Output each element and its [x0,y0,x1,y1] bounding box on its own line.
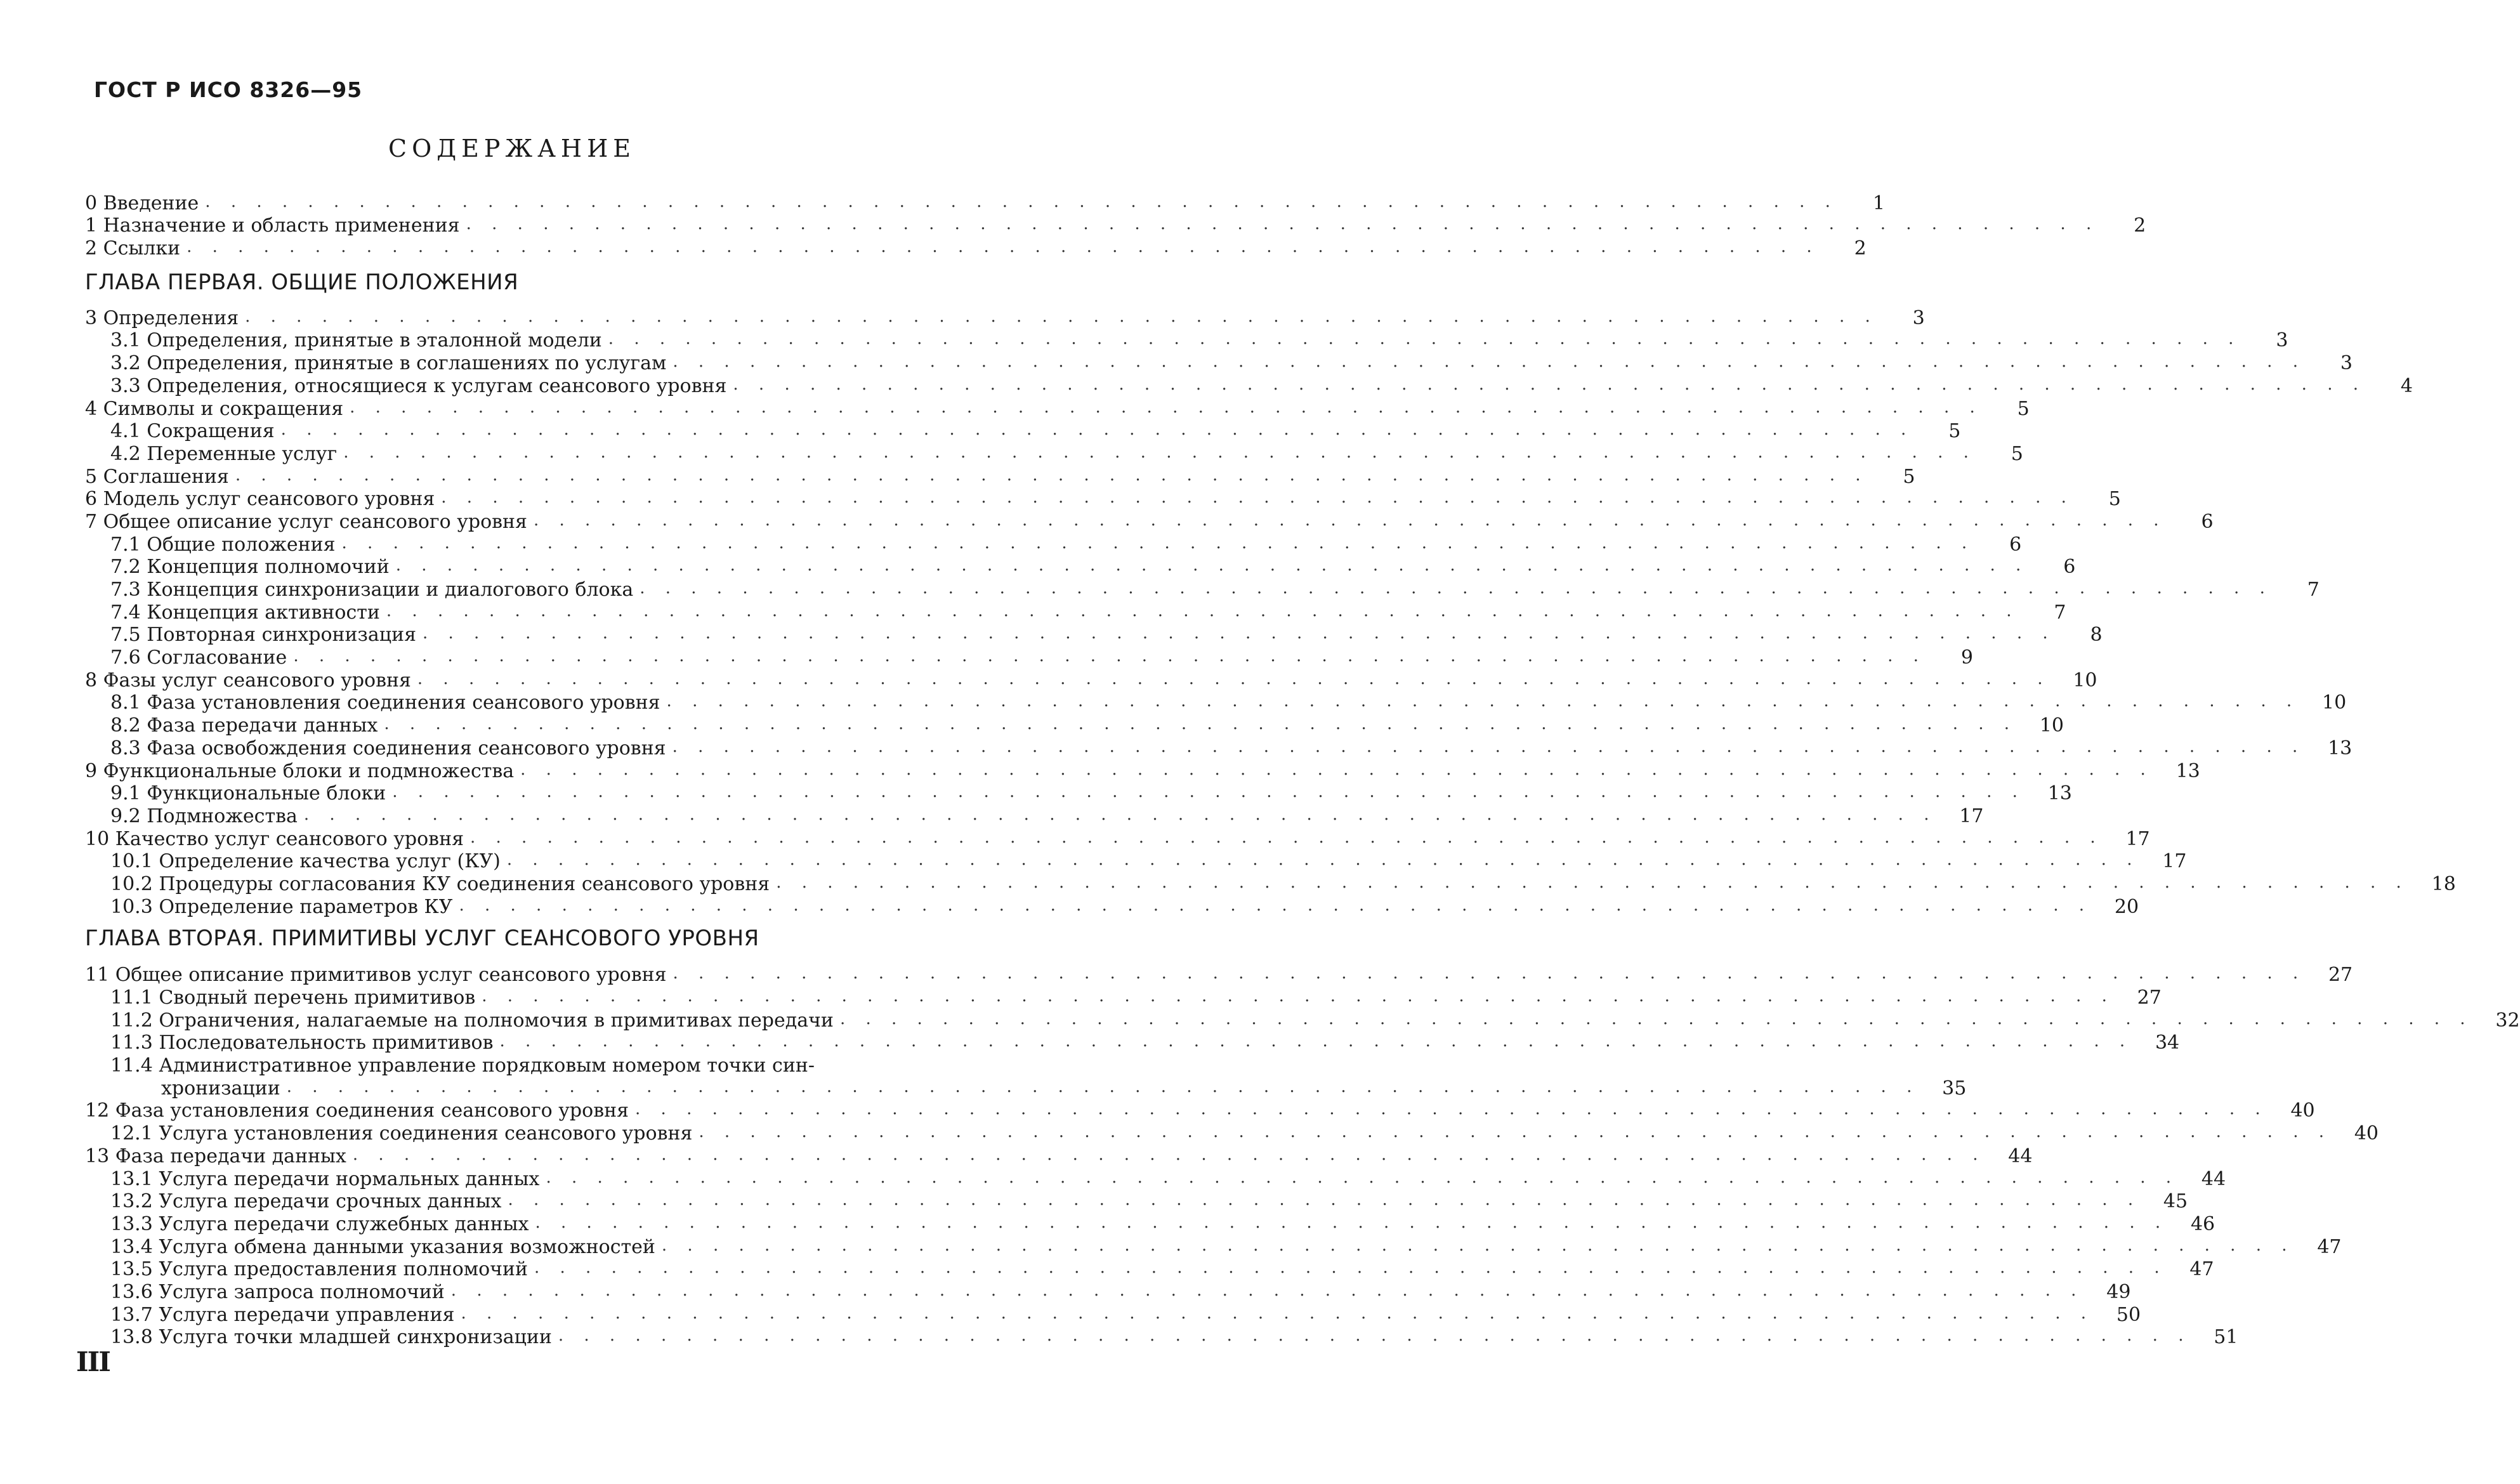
toc-entry [85,1167,2226,1190]
toc-entry [85,1280,2131,1303]
toc-entry-title: 11 Общее описание примитивов услуг сеансового уровня [85,964,667,987]
toc-entry-title: 2 Ссылки [85,237,181,260]
toc-dot-leader: . . . . . . . . . . . . . . . . . . . . . . . . . . . . . . . . . . . . . . . . . . . . . . . . . . . . . . . . . . . . . . . . [286,1077,1920,1096]
toc-entry [85,1100,2315,1122]
toc-entry-title: 10.2 Процедуры согласования КУ соединения сеансового уровня [110,872,770,895]
toc-page-number: 8 [2090,624,2103,647]
toc-page-number: 2 [2134,214,2146,237]
toc-dot-leader: . . . . . . . . . . . . . . . . . . . . . . . . . . . . . . . . . . . . . . . . . . . . . . . . . . . . . . . . . . . . . . . . [661,1235,2295,1255]
toc-entry-title: 3.1 Определения, принятые в эталонной модели [110,329,602,352]
toc-entry-title: 13 Фаза передачи данных [85,1145,346,1167]
toc-dot-leader: . . . . . . . . . . . . . . . . . . . . . . . . . . . . . . . . . . . . . . . . . . . . . . . . . . . . . . . . . . . . . . . . [558,1326,2191,1346]
toc-dot-leader: . . . . . . . . . . . . . . . . . . . . . . . . . . . . . . . . . . . . . . . . . . . . . . . . . . . . . . . . . . . . . . . . [499,1032,2133,1051]
toc-entry-title: 3 Определения [85,306,239,329]
toc-entry-title: 13.5 Услуга предоставления полномочий [110,1258,528,1281]
intro-entries [85,192,2146,260]
toc-entry-title: 6 Модель услуг сеансового уровня [85,488,435,511]
toc-page-number: 13 [2175,759,2200,782]
toc-entry [85,214,2146,237]
toc-entry [85,692,2347,714]
toc-page-number: 10 [2039,714,2064,737]
toc-dot-leader: . . . . . . . . . . . . . . . . . . . . . . . . . . . . . . . . . . . . . . . . . . . . . . . . . . . . . . . . . . . . . . . . [350,397,1983,417]
toc-page-number: 46 [2190,1212,2215,1235]
toc-entry-title: 13.4 Услуга обмена данными указания возможностей [110,1235,655,1258]
table-of-contents [85,192,2520,1349]
toc-dot-leader: . . . . . . . . . . . . . . . . . . . . . . . . . . . . . . . . . . . . . . . . . . . . . . . . . . . . . . . . . . . . . . . . [520,759,2153,779]
toc-page-number: 10 [2073,669,2097,692]
toc-page-number: 3 [1912,306,1925,329]
toc-entry [85,1212,2215,1235]
toc-entry [85,397,2030,420]
toc-entry [85,192,1885,214]
toc-entry [85,329,2288,352]
toc-dot-leader: . . . . . . . . . . . . . . . . . . . . . . . . . . . . . . . . . . . . . . . . . . . . . . . . . . . . . . . . . . . . . . . . [776,872,2409,892]
toc-entry-title: 13.6 Услуга запроса полномочий [110,1280,445,1303]
toc-title: СОДЕРЖАНИЕ [388,135,636,162]
toc-entry [85,872,2456,895]
toc-entry-title: 4.2 Переменные услуг [110,442,338,465]
toc-entry-title: 13.8 Услуга точки младшей синхронизации [110,1326,552,1349]
toc-entry [85,237,1867,260]
toc-page-number: 51 [2214,1326,2238,1349]
toc-entry [85,1054,945,1077]
toc-page-number: 47 [2189,1258,2214,1281]
toc-entry [85,578,2320,601]
toc-entry [85,1303,2141,1326]
toc-entry [85,1032,2180,1054]
toc-page-number: 7 [2307,579,2320,601]
toc-page-number: 27 [2328,964,2353,987]
toc-page-number: 4 [2400,374,2413,397]
toc-dot-leader: . . . . . . . . . . . . . . . . . . . . . . . . . . . . . . . . . . . . . . . . . . . . . . . . . . . . . . . . . . . . . . . . [341,533,1975,553]
toc-entry [85,1258,2214,1281]
toc-entry [85,1077,1967,1100]
chapter-2-heading: ГЛАВА ВТОРАЯ. ПРИМИТИВЫ УСЛУГ СЕАНСОВОГО УРОВНЯ [85,925,759,951]
chapter-1-entries [85,306,2456,918]
toc-entry [85,510,2214,533]
toc-entry-title: 12.1 Услуга установления соединения сеансового уровня [110,1122,693,1145]
toc-dot-leader: . . . . . . . . . . . . . . . . . . . . . . . . . . . . . . . . . . . . . . . . . . . . . . . . . . . . . . . . . . . . . . . . [235,465,1868,485]
toc-dot-leader: . . . . . . . . . . . . . . . . . . . . . . . . . . . . . . . . . . . . . . . . . . . . . . . . . . . . . . . . . . . . . . . . [459,895,2092,915]
toc-page-number: 20 [2114,895,2139,918]
toc-page-number: 27 [2137,987,2162,1009]
toc-entry-title: 7.5 Повторная синхронизация [110,624,416,647]
toc-dot-leader: . . . . . . . . . . . . . . . . . . . . . . . . . . . . . . . . . . . . . . . . . . . . . . . . . . . . . . . . . . . . . . . . [466,214,2099,234]
toc-page-number: 3 [2340,352,2353,375]
toc-entry-title: 4 Символы и сокращения [85,397,344,420]
toc-entry-title: 8.1 Фаза установления соединения сеансового уровня [110,692,660,714]
toc-page-number: 10 [2321,692,2347,714]
toc-page-number: 5 [1903,465,1915,488]
toc-entry-title: 11.3 Последовательность примитивов [110,1032,494,1054]
toc-entry-title: 7.3 Концепция синхронизации и диалогового блока [110,579,634,601]
toc-dot-leader: . . . . . . . . . . . . . . . . . . . . . . . . . . . . . . . . . . . . . . . . . . . . . . . . . . . . . . . . . . . . . . . . [386,601,2019,621]
toc-dot-leader: . . . . . . . . . . . . . . . . . . . . . . . . . . . . . . . . . . . . . . . . . . . . . . . . . . . . . . . . . . . . . . . . [733,374,2366,394]
toc-entry [85,488,2121,511]
toc-page-number: 35 [1942,1077,1967,1100]
toc-entry-title: хронизации [161,1077,280,1100]
chapter-1-heading: ГЛАВА ПЕРВАЯ. ОБЩИЕ ПОЛОЖЕНИЯ [85,270,519,296]
toc-page-number: 5 [1948,420,1961,443]
toc-entry [85,1326,2238,1349]
toc-entry-title: 7.6 Согласование [110,647,287,669]
toc-entry [85,850,2187,873]
toc-page-number: 40 [2290,1100,2315,1122]
toc-entry [85,374,2413,397]
toc-dot-leader: . . . . . . . . . . . . . . . . . . . . . . . . . . . . . . . . . . . . . . . . . . . . . . . . . . . . . . . . . . . . . . . . [395,556,2029,575]
toc-page-number: 44 [2008,1145,2033,1167]
toc-entry-title: 9.1 Функциональные блоки [110,782,386,805]
toc-page-number: 5 [2017,397,2030,420]
toc-dot-leader: . . . . . . . . . . . . . . . . . . . . . . . . . . . . . . . . . . . . . . . . . . . . . . . . . . . . . . . . . . . . . . . . [699,1122,2332,1142]
toc-dot-leader: . . . . . . . . . . . . . . . . . . . . . . . . . . . . . . . . . . . . . . . . . . . . . . . . . . . . . . . . . . . . . . . . [392,782,2025,802]
toc-dot-leader: . . . . . . . . . . . . . . . . . . . . . . . . . . . . . . . . . . . . . . . . . . . . . . . . . . . . . . . . . . . . . . . . [482,987,2115,1006]
toc-dot-leader: . . . . . . . . . . . . . . . . . . . . . . . . . . . . . . . . . . . . . . . . . . . . . . . . . . . . . . . . . . . . . . . . [546,1167,2179,1187]
toc-entry [85,964,2353,987]
toc-dot-leader: . . . . . . . . . . . . . . . . . . . . . . . . . . . . . . . . . . . . . . . . . . . . . . . . . . . . . . . . . . . . . . . . [293,647,1926,666]
toc-page-number: 2 [1854,237,1867,260]
toc-entry-title: 11.2 Ограничения, налагаемые на полномочия в примитивах передачи [110,1009,834,1032]
toc-dot-leader: . . . . . . . . . . . . . . . . . . . . . . . . . . . . . . . . . . . . . . . . . . . . . . . . . . . . . . . . . . . . . . . . [839,1009,2473,1028]
toc-entry-title: 13.7 Услуга передачи управления [110,1303,455,1326]
toc-dot-leader: . . . . . . . . . . . . . . . . . . . . . . . . . . . . . . . . . . . . . . . . . . . . . . . . . . . . . . . . . . . . . . . . [672,737,2306,756]
toc-page-number: 6 [2201,510,2214,533]
toc-entry [85,442,2023,465]
toc-page-number: 47 [2317,1235,2342,1258]
toc-entry [85,624,2103,647]
toc-entry [85,1190,2188,1213]
toc-entry [85,804,1984,827]
toc-page-number: 3 [2276,329,2288,352]
toc-page-number: 17 [2162,850,2187,873]
toc-entry-title: 7.4 Концепция активности [110,601,380,624]
toc-dot-leader: . . . . . . . . . . . . . . . . . . . . . . . . . . . . . . . . . . . . . . . . . . . . . . . . . . . . . . . . . . . . . . . . [608,329,2241,349]
toc-page-number: 45 [2163,1190,2188,1213]
toc-page-number: 34 [2155,1032,2180,1054]
toc-page-number: 5 [2108,488,2121,511]
toc-page-number: 13 [2047,782,2072,805]
toc-entry [85,1235,2342,1258]
toc-dot-leader: . . . . . . . . . . . . . . . . . . . . . . . . . . . . . . . . . . . . . . . . . . . . . . . . . . . . . . . . . . . . . . . . [384,714,2018,734]
toc-dot-leader: . . . . . . . . . . . . . . . . . . . . . . . . . . . . . . . . . . . . . . . . . . . . . . . . . . . . . . . . . . . . . . . . [280,420,1914,440]
toc-entry-title: 10 Качество услуг сеансового уровня [85,827,464,850]
toc-page-number: 9 [1960,647,1973,669]
toc-dot-leader: . . . . . . . . . . . . . . . . . . . . . . . . . . . . . . . . . . . . . . . . . . . . . . . . . . . . . . . . . . . . . . . . [508,1190,2141,1210]
document-header: ГОСТ Р ИСО 8326—95 [94,77,363,102]
toc-page-number: 40 [2354,1122,2379,1145]
toc-entry-title: 4.1 Сокращения [110,420,275,443]
toc-dot-leader: . . . . . . . . . . . . . . . . . . . . . . . . . . . . . . . . . . . . . . . . . . . . . . . . . . . . . . . . . . . . . . . . [352,1145,1986,1164]
toc-entry [85,465,1915,488]
toc-entry [85,601,2066,624]
toc-entry [85,1122,2379,1145]
toc-entry [85,737,2353,759]
toc-entry-title: 13.2 Услуга передачи срочных данных [110,1190,502,1213]
toc-entry [85,782,2072,805]
toc-dot-leader: . . . . . . . . . . . . . . . . . . . . . . . . . . . . . . . . . . . . . . . . . . . . . . . . . . . . . . . . . . . . . . . . [534,1258,2167,1278]
toc-entry-title: 7.1 Общие положения [110,533,336,556]
toc-entry-title: 8 Фазы услуг сеансового уровня [85,669,411,692]
toc-entry [85,1145,2033,1167]
toc-page-number: 6 [2063,556,2076,579]
toc-page-number: 17 [2125,827,2150,850]
toc-entry-title: 1 Назначение и область применения [85,214,460,237]
toc-entry-title: 10.1 Определение качества услуг (КУ) [110,850,501,873]
toc-dot-leader: . . . . . . . . . . . . . . . . . . . . . . . . . . . . . . . . . . . . . . . . . . . . . . . . . . . . . . . . . . . . . . . . [535,1212,2169,1232]
toc-dot-leader: . . . . . . . . . . . . . . . . . . . . . . . . . . . . . . . . . . . . . . . . . . . . . . . . . . . . . . . . . . . . . . . . [635,1100,2268,1119]
toc-page-number: 13 [2328,737,2353,759]
page-folio: III [76,1346,110,1377]
toc-entry-title: 11.1 Сводный перечень примитивов [110,987,476,1009]
toc-page-number: 1 [1872,192,1885,214]
toc-entry-title: 12 Фаза установления соединения сеансового уровня [85,1100,629,1122]
toc-page-number: 50 [2116,1303,2141,1326]
toc-page-number: 6 [2009,533,2022,556]
toc-entry [85,533,2022,556]
toc-entry [85,669,2097,692]
toc-entry-title: 3.3 Определения, относящиеся к услугам сеансового уровня [110,374,727,397]
toc-page-number: 44 [2201,1167,2226,1190]
toc-dot-leader: . . . . . . . . . . . . . . . . . . . . . . . . . . . . . . . . . . . . . . . . . . . . . . . . . . . . . . . . . . . . . . . . [450,1280,2084,1300]
toc-dot-leader: . . . . . . . . . . . . . . . . . . . . . . . . . . . . . . . . . . . . . . . . . . . . . . . . . . . . . . . . . . . . . . . . [533,510,2167,530]
toc-entry [85,420,1961,443]
toc-page-number: 32 [2495,1009,2520,1032]
toc-entry-title: 13.1 Услуга передачи нормальных данных [110,1167,540,1190]
toc-entry-title: 0 Введение [85,192,199,214]
toc-entry-title: 9.2 Подмножества [110,804,298,827]
toc-page-number: 18 [2431,872,2456,895]
toc-entry [85,556,2076,579]
toc-entry [85,986,2162,1009]
toc-page-number: 17 [1959,804,1984,827]
toc-dot-leader: . . . . . . . . . . . . . . . . . . . . . . . . . . . . . . . . . . . . . . . . . . . . . . . . . . . . . . . . . . . . . . . . [303,804,1937,824]
toc-dot-leader: . . . . . . . . . . . . . . . . . . . . . . . . . . . . . . . . . . . . . . . . . . . . . . . . . . . . . . . . . . . . . . . . [666,692,2300,711]
toc-entry-title: 8.2 Фаза передачи данных [110,714,378,737]
toc-entry [85,714,2064,737]
toc-entry [85,895,2139,918]
toc-dot-leader: . . . . . . . . . . . . . . . . . . . . . . . . . . . . . . . . . . . . . . . . . . . . . . . . . . . . . . . . . . . . . . . . [187,237,1820,257]
toc-entry-title: 5 Соглашения [85,465,229,488]
toc-entry [85,827,2150,850]
toc-entry-title: 13.3 Услуга передачи служебных данных [110,1212,529,1235]
toc-dot-leader: . . . . . . . . . . . . . . . . . . . . . . . . . . . . . . . . . . . . . . . . . . . . . . . . . . . . . . . . . . . . . . . . [441,488,2074,508]
toc-dot-leader: . . . . . . . . . . . . . . . . . . . . . . . . . . . . . . . . . . . . . . . . . . . . . . . . . . . . . . . . . . . . . . . . [417,669,2051,688]
toc-entry [85,759,2200,782]
toc-dot-leader: . . . . . . . . . . . . . . . . . . . . . . . . . . . . . . . . . . . . . . . . . . . . . . . . . . . . . . . . . . . . . . . . [673,352,2306,372]
toc-page-number: 7 [2054,601,2066,624]
toc-entry [85,1009,2520,1032]
toc-entry-title: 3.2 Определения, принятые в соглашениях по услугам [110,352,667,375]
chapter-2-entries [85,964,2520,1349]
toc-entry-title: 7 Общее описание услуг сеансового уровня [85,510,527,533]
toc-dot-leader: . . . . . . . . . . . . . . . . . . . . . . . . . . . . . . . . . . . . . . . . . . . . . . . . . . . . . . . . . . . . . . . . [673,964,2306,983]
toc-entry-title: 7.2 Концепция полномочий [110,556,390,579]
toc-entry-title: 11.4 Административное управление порядковым номером точки син- [110,1054,815,1077]
toc-dot-leader: . . . . . . . . . . . . . . . . . . . . . . . . . . . . . . . . . . . . . . . . . . . . . . . . . . . . . . . . . . . . . . . . [423,624,2056,643]
toc-dot-leader: . . . . . . . . . . . . . . . . . . . . . . . . . . . . . . . . . . . . . . . . . . . . . . . . . . . . . . . . . . . . . . . . [343,442,1976,462]
toc-dot-leader: . . . . . . . . . . . . . . . . . . . . . . . . . . . . . . . . . . . . . . . . . . . . . . . . . . . . . . . . . . . . . . . . [461,1303,2094,1323]
toc-entry [85,351,2353,375]
toc-entry [85,306,1925,329]
toc-dot-leader: . . . . . . . . . . . . . . . . . . . . . . . . . . . . . . . . . . . . . . . . . . . . . . . . . . . . . . . . . . . . . . . . [470,827,2103,847]
toc-page-number: 5 [2011,442,2023,465]
toc-entry-title: 8.3 Фаза освобождения соединения сеансового уровня [110,737,666,759]
toc-entry-title: 9 Функциональные блоки и подмножества [85,759,515,782]
toc-dot-leader: . . . . . . . . . . . . . . . . . . . . . . . . . . . . . . . . . . . . . . . . . . . . . . . . . . . . . . . . . . . . . . . . [506,850,2140,870]
toc-dot-leader: . . . . . . . . . . . . . . . . . . . . . . . . . . . . . . . . . . . . . . . . . . . . . . . . . . . . . . . . . . . . . . . . [205,192,1838,211]
toc-page-number: 49 [2106,1280,2131,1303]
toc-entry [85,646,1973,669]
toc-entry-title: 10.3 Определение параметров КУ [110,895,453,918]
toc-dot-leader: . . . . . . . . . . . . . . . . . . . . . . . . . . . . . . . . . . . . . . . . . . . . . . . . . . . . . . . . . . . . . . . . [245,306,1878,326]
toc-dot-leader: . . . . . . . . . . . . . . . . . . . . . . . . . . . . . . . . . . . . . . . . . . . . . . . . . . . . . . . . . . . . . . . . [640,579,2273,598]
